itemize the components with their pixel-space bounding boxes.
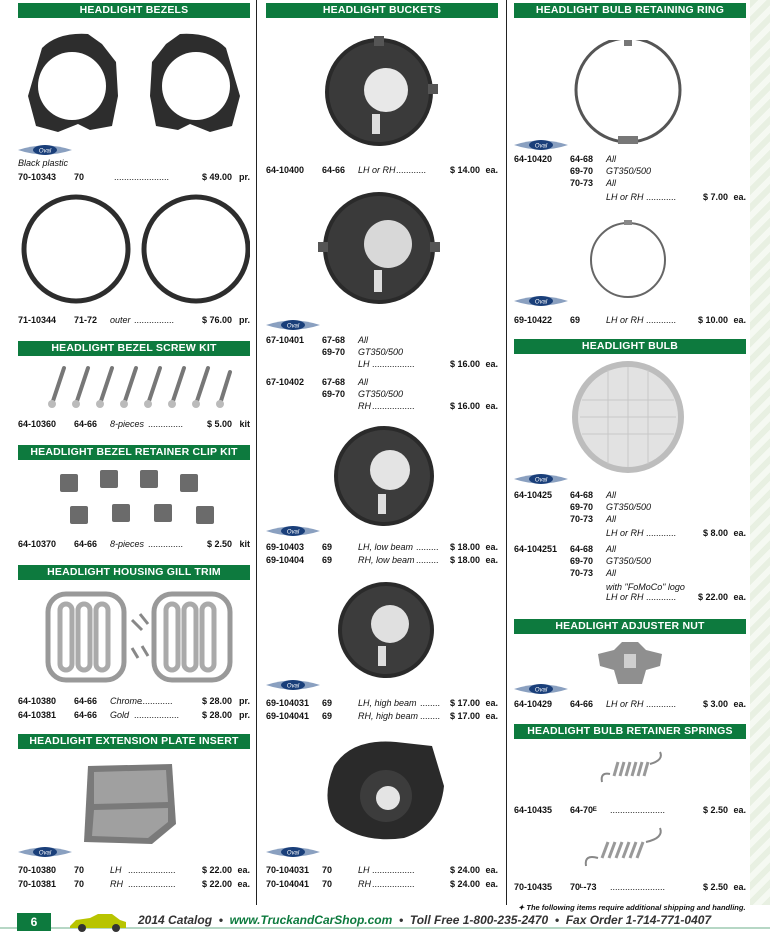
part-row: 70-10381 70 RH ................... $ 22.00 ea. <box>18 879 250 889</box>
oval-logo <box>514 294 568 308</box>
page-number: 6 <box>17 913 51 931</box>
oval-logo-text: Oval <box>38 148 52 155</box>
section-title-retaining-ring: HEADLIGHT BULB RETAINING RING <box>514 3 746 18</box>
part-row: 70-104041 70 RH ................. $ 24.00 ea. <box>266 879 498 889</box>
oval-logo-text: Oval <box>534 143 548 150</box>
footer-url[interactable]: www.TruckandCarShop.com <box>229 913 393 927</box>
section-title-screw-kit: HEADLIGHT BEZEL SCREW KIT <box>18 341 250 356</box>
footer-fax: Fax Order 1-714-771-0407 <box>565 913 712 927</box>
screw-kit-image <box>34 362 234 410</box>
oval-logo <box>266 318 320 332</box>
retaining-ring-image <box>568 40 688 146</box>
oval-logo <box>266 678 320 692</box>
section-title-bezels: HEADLIGHT BEZELS <box>18 3 250 18</box>
side-stripe <box>750 0 770 905</box>
part-row: 64-10381 64-66 Gold .................. $ 28.00 pr. <box>18 710 250 720</box>
clip-kit-image <box>54 466 224 530</box>
bucket-low-beam-image <box>328 422 440 530</box>
oval-logo-text: Oval <box>286 850 300 857</box>
part-row-multiline: 67-10401 67-68 All 69-70 GT350/500 LH ................. $ 16.00 ea. <box>266 335 498 369</box>
part-row: 69-104041 69 RH, high beam ........ $ 17.00 ea. <box>266 711 498 721</box>
oval-logo <box>514 138 568 152</box>
part-row: 69-10403 69 LH, low beam ......... $ 18.00 ea. <box>266 542 498 552</box>
bucket-high-beam-image <box>332 578 440 682</box>
spring-image <box>582 826 672 872</box>
footer-catalog: 2014 Catalog <box>138 913 213 927</box>
section-title-bulb: HEADLIGHT BULB <box>514 339 746 354</box>
part-row: 71-10344 71-72 outer ................ $ 76.00 pr. <box>18 315 250 325</box>
bezel-ring-image <box>18 192 250 308</box>
part-row-multiline: 64-104251 64-68 All 69-70 GT350/500 70-73 All with "FoMoCo" logo LH or RH ............ $ 22.00 ea. <box>514 544 746 602</box>
oval-logo-text: Oval <box>534 477 548 484</box>
part-row: 64-10380 64-66 Chrome ............. $ 28.00 pr. <box>18 696 250 706</box>
car-icon <box>66 910 130 934</box>
oval-logo <box>18 845 72 859</box>
footer-text: 2014 Catalog • www.TruckandCarShop.com • Toll Free 1-800-235-2470 • Fax Order 1-714-771-0407 <box>138 913 712 927</box>
part-row-multiline: 67-10402 67-68 All 69-70 GT350/500 RH ................. $ 16.00 ea. <box>266 377 498 411</box>
section-title-retainer-springs: HEADLIGHT BULB RETAINER SPRINGS <box>514 724 746 739</box>
column-right <box>510 0 748 905</box>
bucket-image <box>314 32 444 152</box>
part-row: 69-10422 69 LH or RH ............ $ 10.00 ea. <box>514 315 746 325</box>
gill-trim-image <box>44 590 234 686</box>
adjuster-nut-image <box>594 640 666 686</box>
section-title-clip-kit: HEADLIGHT BEZEL RETAINER CLIP KIT <box>18 445 250 460</box>
oval-logo-text: Oval <box>286 529 300 536</box>
part-row: 70-10435 70ᴸ-73 ...................... $ 2.50 ea. <box>514 882 746 892</box>
column-middle <box>262 0 500 905</box>
bucket-70-image <box>312 736 452 844</box>
spring-image <box>598 750 668 790</box>
oval-logo <box>266 524 320 538</box>
oval-logo-text: Oval <box>286 323 300 330</box>
part-row-multiline: 64-10420 64-68 All 69-70 GT350/500 70-73 All LH or RH ............ $ 7.00 ea. <box>514 154 746 202</box>
bezel-image <box>18 26 250 144</box>
column-divider <box>256 0 257 905</box>
bucket-image <box>314 186 444 310</box>
oval-logo <box>18 143 72 157</box>
footer-toll-free: Toll Free 1-800-235-2470 <box>409 913 549 927</box>
extension-plate-image <box>80 762 180 846</box>
part-row-multiline: 64-10425 64-68 All 69-70 GT350/500 70-73 All LH or RH ............ $ 8.00 ea. <box>514 490 746 538</box>
headlight-bulb-image <box>568 360 688 474</box>
retaining-ring-69-image <box>584 220 672 300</box>
part-row: 64-10429 64-66 LH or RH ............ $ 3.00 ea. <box>514 699 746 709</box>
section-title-adjuster-nut: HEADLIGHT ADJUSTER NUT <box>514 619 746 634</box>
part-row: 69-10404 69 RH, low beam ......... $ 18.00 ea. <box>266 555 498 565</box>
part-row: 64-10435 64-70ᴱ ...................... $ 2.50 ea. <box>514 805 746 815</box>
section-title-buckets: HEADLIGHT BUCKETS <box>266 3 498 18</box>
column-divider <box>506 0 507 905</box>
oval-logo <box>514 682 568 696</box>
shipping-note: ✦ The following items require additional shipping and handling. <box>518 903 746 912</box>
bezel-note: Black plastic <box>18 158 69 168</box>
oval-logo-text: Oval <box>38 850 52 857</box>
part-row: 70-10343 70 ...................... $ 49.00 pr. <box>18 172 250 182</box>
oval-logo-text: Oval <box>534 299 548 306</box>
oval-logo <box>514 472 568 486</box>
part-row: 64-10400 64-66 LH or RH ............ $ 14.00 ea. <box>266 165 498 175</box>
oval-logo <box>266 845 320 859</box>
section-title-gill-trim: HEADLIGHT HOUSING GILL TRIM MOLDINGS <box>18 565 250 580</box>
part-row: 70-104031 70 LH ................. $ 24.00 ea. <box>266 865 498 875</box>
oval-logo-text: Oval <box>534 687 548 694</box>
part-row: 69-104031 69 LH, high beam ........ $ 17.00 ea. <box>266 698 498 708</box>
part-row: 70-10380 70 LH ................... $ 22.00 ea. <box>18 865 250 875</box>
section-title-extension-plate: HEADLIGHT EXTENSION PLATE INSERT <box>18 734 250 749</box>
oval-logo-text: Oval <box>286 683 300 690</box>
part-row: 64-10360 64-66 8-pieces .............. $ 5.00 kit <box>18 419 250 429</box>
column-left <box>14 0 252 905</box>
part-row: 64-10370 64-66 8-pieces .............. $ 2.50 kit <box>18 539 250 549</box>
